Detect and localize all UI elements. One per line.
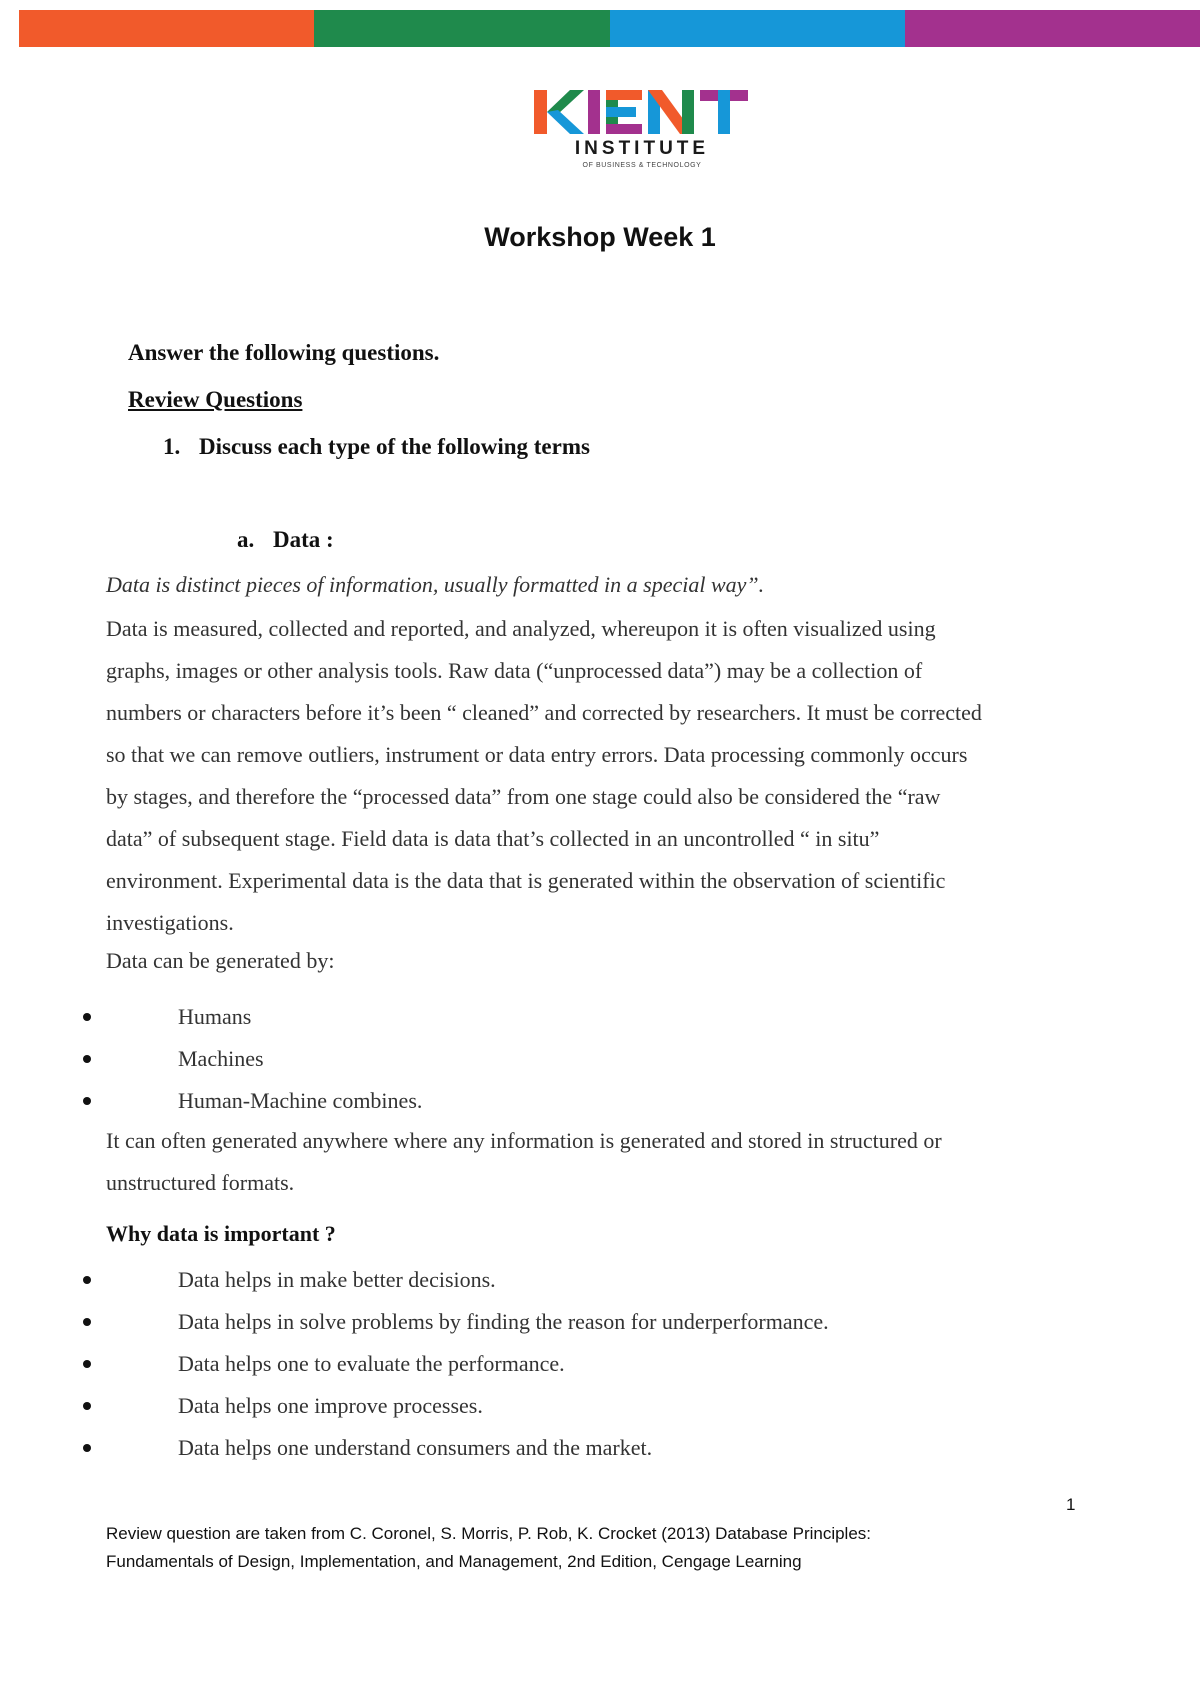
- logo-institute-text: INSTITUTE: [574, 138, 710, 159]
- list-item-text: Data helps one improve processes.: [178, 1393, 483, 1418]
- question-text: Discuss each type of the following terms: [199, 434, 590, 459]
- list-item: [80, 1385, 829, 1427]
- bullet-icon: [83, 1097, 91, 1105]
- storage-paragraph: [106, 1120, 1106, 1204]
- bullet-icon: [83, 1360, 91, 1368]
- list-item: [80, 1080, 422, 1122]
- sub-question-text: Data :: [273, 527, 334, 552]
- data-definition: Data is distinct pieces of information, usually formatted in a special way”.: [106, 572, 765, 597]
- page-number: 1: [1066, 1495, 1076, 1514]
- why-data-list: [80, 1259, 829, 1469]
- list-item: [80, 1259, 829, 1301]
- bullet-icon: [83, 1013, 91, 1021]
- list-item: [80, 1038, 422, 1080]
- footer-citation: [106, 1520, 1066, 1576]
- color-bar-orange: [19, 10, 314, 47]
- data-paragraph: [106, 608, 1106, 944]
- footer-line: Fundamentals of Design, Implementation, and Management, 2nd Edition, Cengage Learning: [106, 1552, 802, 1571]
- paragraph-line: graphs, images or other analysis tools. Raw data (“unprocessed data”) may be a collection of: [106, 658, 923, 683]
- paragraph-line: data” of subsequent stage. Field data is data that’s collected in an uncontrolled “ in situ”: [106, 826, 880, 851]
- list-item-text: Data helps in make better decisions.: [178, 1267, 496, 1292]
- list-item: [80, 1343, 829, 1385]
- paragraph-line: unstructured formats.: [106, 1170, 295, 1195]
- paragraph-line: Data is measured, collected and reported, and analyzed, whereupon it is often visualized using: [106, 616, 936, 641]
- bullet-icon: [83, 1402, 91, 1410]
- generated-by-list: [80, 996, 422, 1122]
- instructions-text: Answer the following questions.: [128, 340, 440, 365]
- list-item: [80, 1427, 829, 1469]
- question-number: 1.: [163, 434, 181, 459]
- generated-by-intro: Data can be generated by:: [106, 948, 335, 973]
- list-item-text: Data helps one to evaluate the performance.: [178, 1351, 565, 1376]
- paragraph-line: numbers or characters before it’s been “ cleaned” and corrected by researchers. It must be corrected: [106, 700, 982, 725]
- header-color-bar: [19, 10, 1200, 47]
- kent-institute-logo: [532, 88, 758, 172]
- question-1: [163, 434, 590, 460]
- why-data-important-heading: Why data is important ?: [106, 1221, 336, 1246]
- paragraph-line: by stages, and therefore the “processed data” from one stage could also be considered the “raw: [106, 784, 941, 809]
- color-bar-green: [314, 10, 609, 47]
- color-bar-blue: [610, 10, 905, 47]
- list-item-text: Human-Machine combines.: [178, 1088, 423, 1113]
- bullet-icon: [83, 1318, 91, 1326]
- footer-line: Review question are taken from C. Coronel, S. Morris, P. Rob, K. Crocket (2013) Database Principles:: [106, 1524, 872, 1543]
- list-item: [80, 996, 422, 1038]
- logo-tagline-text: OF BUSINESS & TECHNOLOGY: [582, 162, 702, 169]
- paragraph-line: investigations.: [106, 910, 234, 935]
- bullet-icon: [83, 1055, 91, 1063]
- paragraph-line: so that we can remove outliers, instrument or data entry errors. Data processing commonly occurs: [106, 742, 968, 767]
- sub-question-letter: a.: [237, 527, 255, 552]
- page-title: Workshop Week 1: [484, 222, 716, 252]
- paragraph-line: It can often generated anywhere where any information is generated and stored in structured or: [106, 1128, 942, 1153]
- list-item-text: Data helps in solve problems by finding the reason for underperformance.: [178, 1309, 829, 1334]
- paragraph-line: environment. Experimental data is the data that is generated within the observation of scientific: [106, 868, 946, 893]
- list-item: [80, 1301, 829, 1343]
- sub-question-a: [237, 527, 334, 553]
- list-item-text: Machines: [178, 1046, 264, 1071]
- review-questions-heading: Review Questions: [128, 387, 303, 412]
- list-item-text: Data helps one understand consumers and the market.: [178, 1435, 653, 1460]
- color-bar-purple: [905, 10, 1200, 47]
- bullet-icon: [83, 1444, 91, 1452]
- bullet-icon: [83, 1276, 91, 1284]
- list-item-text: Humans: [178, 1004, 252, 1029]
